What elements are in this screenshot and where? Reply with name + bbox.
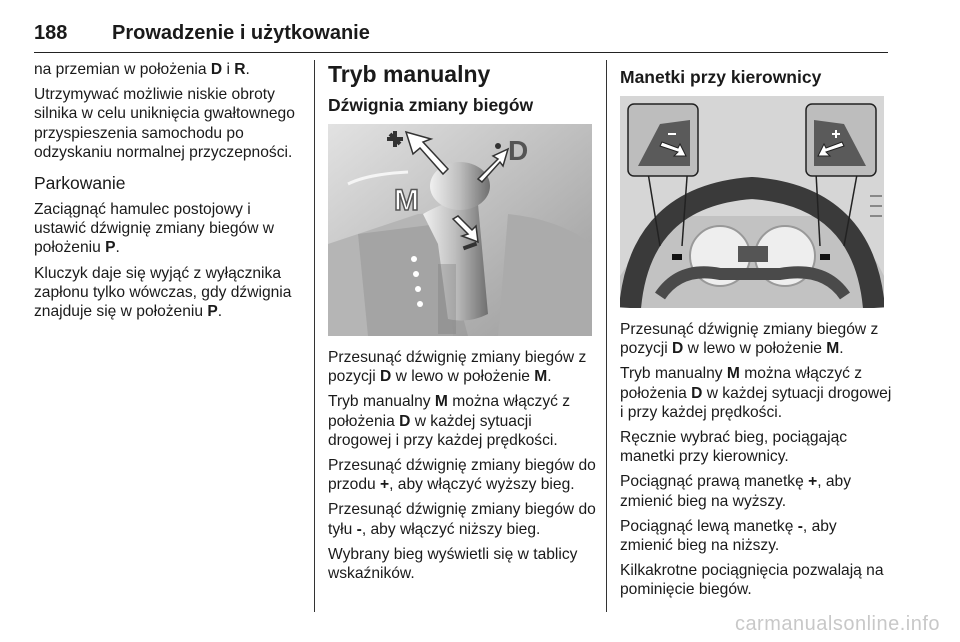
watermark: carmanualsonline.info <box>734 613 940 635</box>
paragraph: na przemian w położenia D i R. <box>34 61 250 78</box>
paragraph: Ręcznie wybrać bieg, pociągając manetki przy kierownicy. <box>620 429 848 466</box>
paragraph: Kluczyk daje się wyjąć z wyłącznika zapłonu tylko wówczas, gdy dźwignia znajduje się w położeniu P. <box>34 264 292 321</box>
paragraph: Przesunąć dźwignię zmiany biegów z pozycji D w lewo w położenie M. <box>620 321 879 358</box>
paragraph: Przesunąć dźwignię zmiany biegów z pozycji D w lewo w położenie M. <box>328 349 587 386</box>
page-number: 188 <box>34 22 68 44</box>
paragraph: Zaciągnąć hamulec postojowy i ustawić dźwignię zmiany biegów w położeniu P. <box>34 201 275 257</box>
paragraph: Tryb manualny M można włączyć z położenia D w każdej sytuacji drogowej i przy każdej prędkości. <box>328 393 571 449</box>
paragraph: Utrzymywać możliwie niskie obroty silnika w celu uniknięcia gwałtownego przyspieszenia samochodu po odzyskaniu normalnej przyczepności. <box>34 86 295 161</box>
section-heading-parking: Parkowanie <box>34 173 126 194</box>
column-right <box>620 60 892 606</box>
paragraph: Pociągnąć lewą manetkę -, aby zmienić bieg na niższy. <box>620 517 837 555</box>
chapter-title: Prowadzenie i użytkowanie <box>112 22 370 44</box>
column-divider <box>314 60 315 612</box>
section-heading-paddles: Manetki przy kierownicy <box>620 67 822 87</box>
position-label-d: D <box>508 135 529 166</box>
section-title-manual-mode: Tryb manualny <box>328 61 491 87</box>
paragraph: Tryb manualny M można włączyć z położenia D w każdej sytuacji drogowej i przy każdej prędkości. <box>620 365 892 421</box>
column-middle <box>328 60 596 589</box>
paragraph: Przesunąć dźwignię zmiany biegów do przodu +, aby włączyć wyższy bieg. <box>328 457 596 494</box>
subsection-title-gear-lever: Dźwignia zmiany biegów <box>328 95 534 115</box>
gear-lever-illustration <box>328 124 592 336</box>
paragraph: Przesunąć dźwignię zmiany biegów do tyłu -, aby włączyć niższy bieg. <box>328 501 596 538</box>
column-left <box>34 60 306 327</box>
paragraph: Kilkakrotne pociągnięcia pozwalają na pominięcie biegów. <box>620 562 884 599</box>
column-divider <box>606 60 607 612</box>
steering-wheel-drawing <box>620 96 884 308</box>
page-header <box>34 22 888 53</box>
paragraph: Pociągnąć prawą manetkę +, aby zmienić bieg na wyższy. <box>620 473 852 510</box>
position-label-m: M <box>394 184 419 217</box>
steering-paddles-illustration <box>620 96 884 308</box>
gear-lever-drawing <box>328 124 592 336</box>
paragraph: Wybrany bieg wyświetli się w tablicy wskaźników. <box>328 545 578 583</box>
